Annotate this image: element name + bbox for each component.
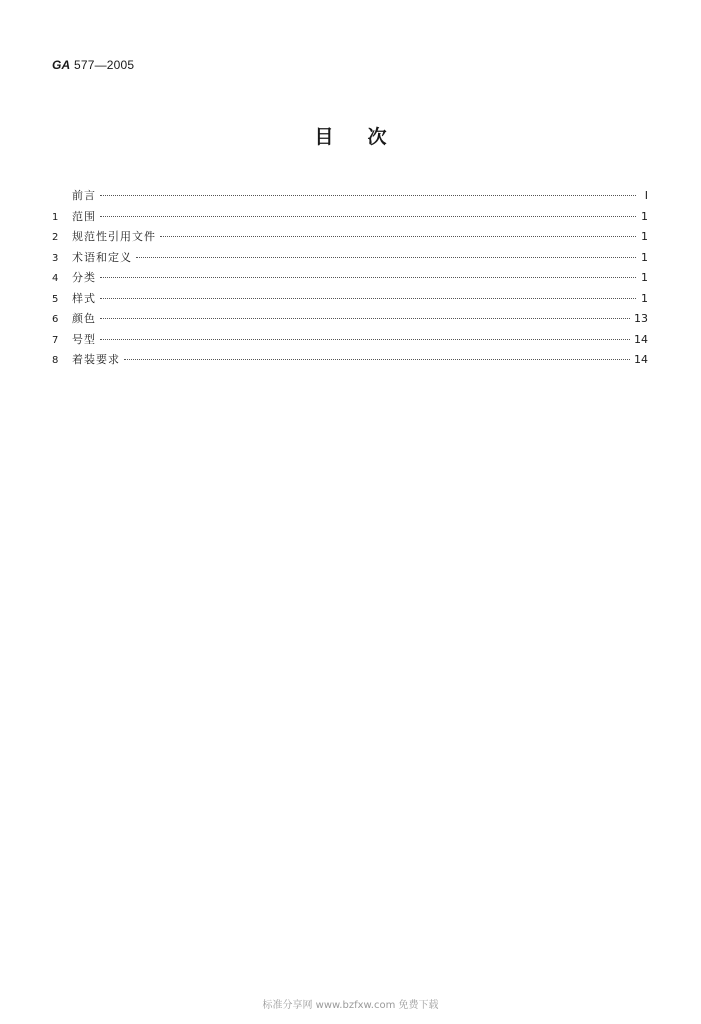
footer-watermark: 标准分享网 www.bzfxw.com 免费下载 [262, 1000, 439, 1011]
toc-leader-dots [124, 359, 630, 360]
toc-leader-dots [100, 298, 636, 299]
toc-number: 4 [52, 273, 59, 284]
toc-leader-dots [100, 277, 636, 278]
toc-label: 术语和定义 [72, 250, 132, 264]
toc-entry-styles[interactable] [52, 290, 648, 311]
table-of-contents [52, 187, 648, 372]
toc-number: 3 [52, 252, 59, 264]
toc-label: 规范性引用文件 [72, 230, 156, 243]
toc-number: 6 [52, 314, 59, 325]
toc-page-number: 14 [634, 332, 648, 346]
standard-number: 577—2005 [73, 58, 135, 72]
page-title: 目次 [314, 126, 421, 148]
toc-entry-foreword[interactable] [52, 187, 648, 208]
toc-label: 着装要求 [72, 353, 120, 366]
toc-number: 8 [52, 355, 59, 366]
toc-label: 样式 [72, 291, 96, 305]
toc-leader-dots [100, 216, 636, 217]
toc-leader-dots [100, 318, 630, 319]
toc-number: 1 [52, 211, 59, 223]
toc-page-number: 1 [641, 230, 648, 243]
toc-entry-terms-definitions[interactable] [52, 249, 648, 270]
toc-entry-sizes[interactable] [52, 331, 648, 352]
toc-label: 范围 [72, 209, 96, 223]
toc-label: 前言 [72, 189, 96, 202]
standard-prefix: GA [52, 58, 71, 72]
toc-page-number: 1 [641, 271, 648, 284]
toc-page-number: 1 [641, 209, 648, 223]
toc-page-number: 1 [641, 291, 648, 305]
toc-page-number: I [644, 189, 648, 202]
toc-page-number: 14 [634, 353, 648, 366]
toc-leader-dots [160, 236, 636, 237]
toc-number: 7 [52, 334, 59, 346]
toc-leader-dots [100, 195, 636, 196]
toc-number: 5 [52, 293, 59, 305]
toc-leader-dots [100, 339, 630, 340]
toc-label: 颜色 [72, 312, 96, 325]
toc-page-number: 13 [634, 312, 648, 325]
toc-entry-scope[interactable] [52, 208, 648, 229]
toc-label: 分类 [72, 271, 96, 284]
standard-code [52, 58, 134, 72]
toc-page-number: 1 [641, 250, 648, 264]
toc-number: 2 [52, 232, 59, 243]
toc-entry-normative-references[interactable] [52, 228, 648, 249]
toc-entry-wearing-requirements[interactable] [52, 351, 648, 372]
toc-label: 号型 [72, 332, 96, 346]
toc-entry-classification[interactable] [52, 269, 648, 290]
toc-entry-colors[interactable] [52, 310, 648, 331]
toc-leader-dots [136, 257, 636, 258]
